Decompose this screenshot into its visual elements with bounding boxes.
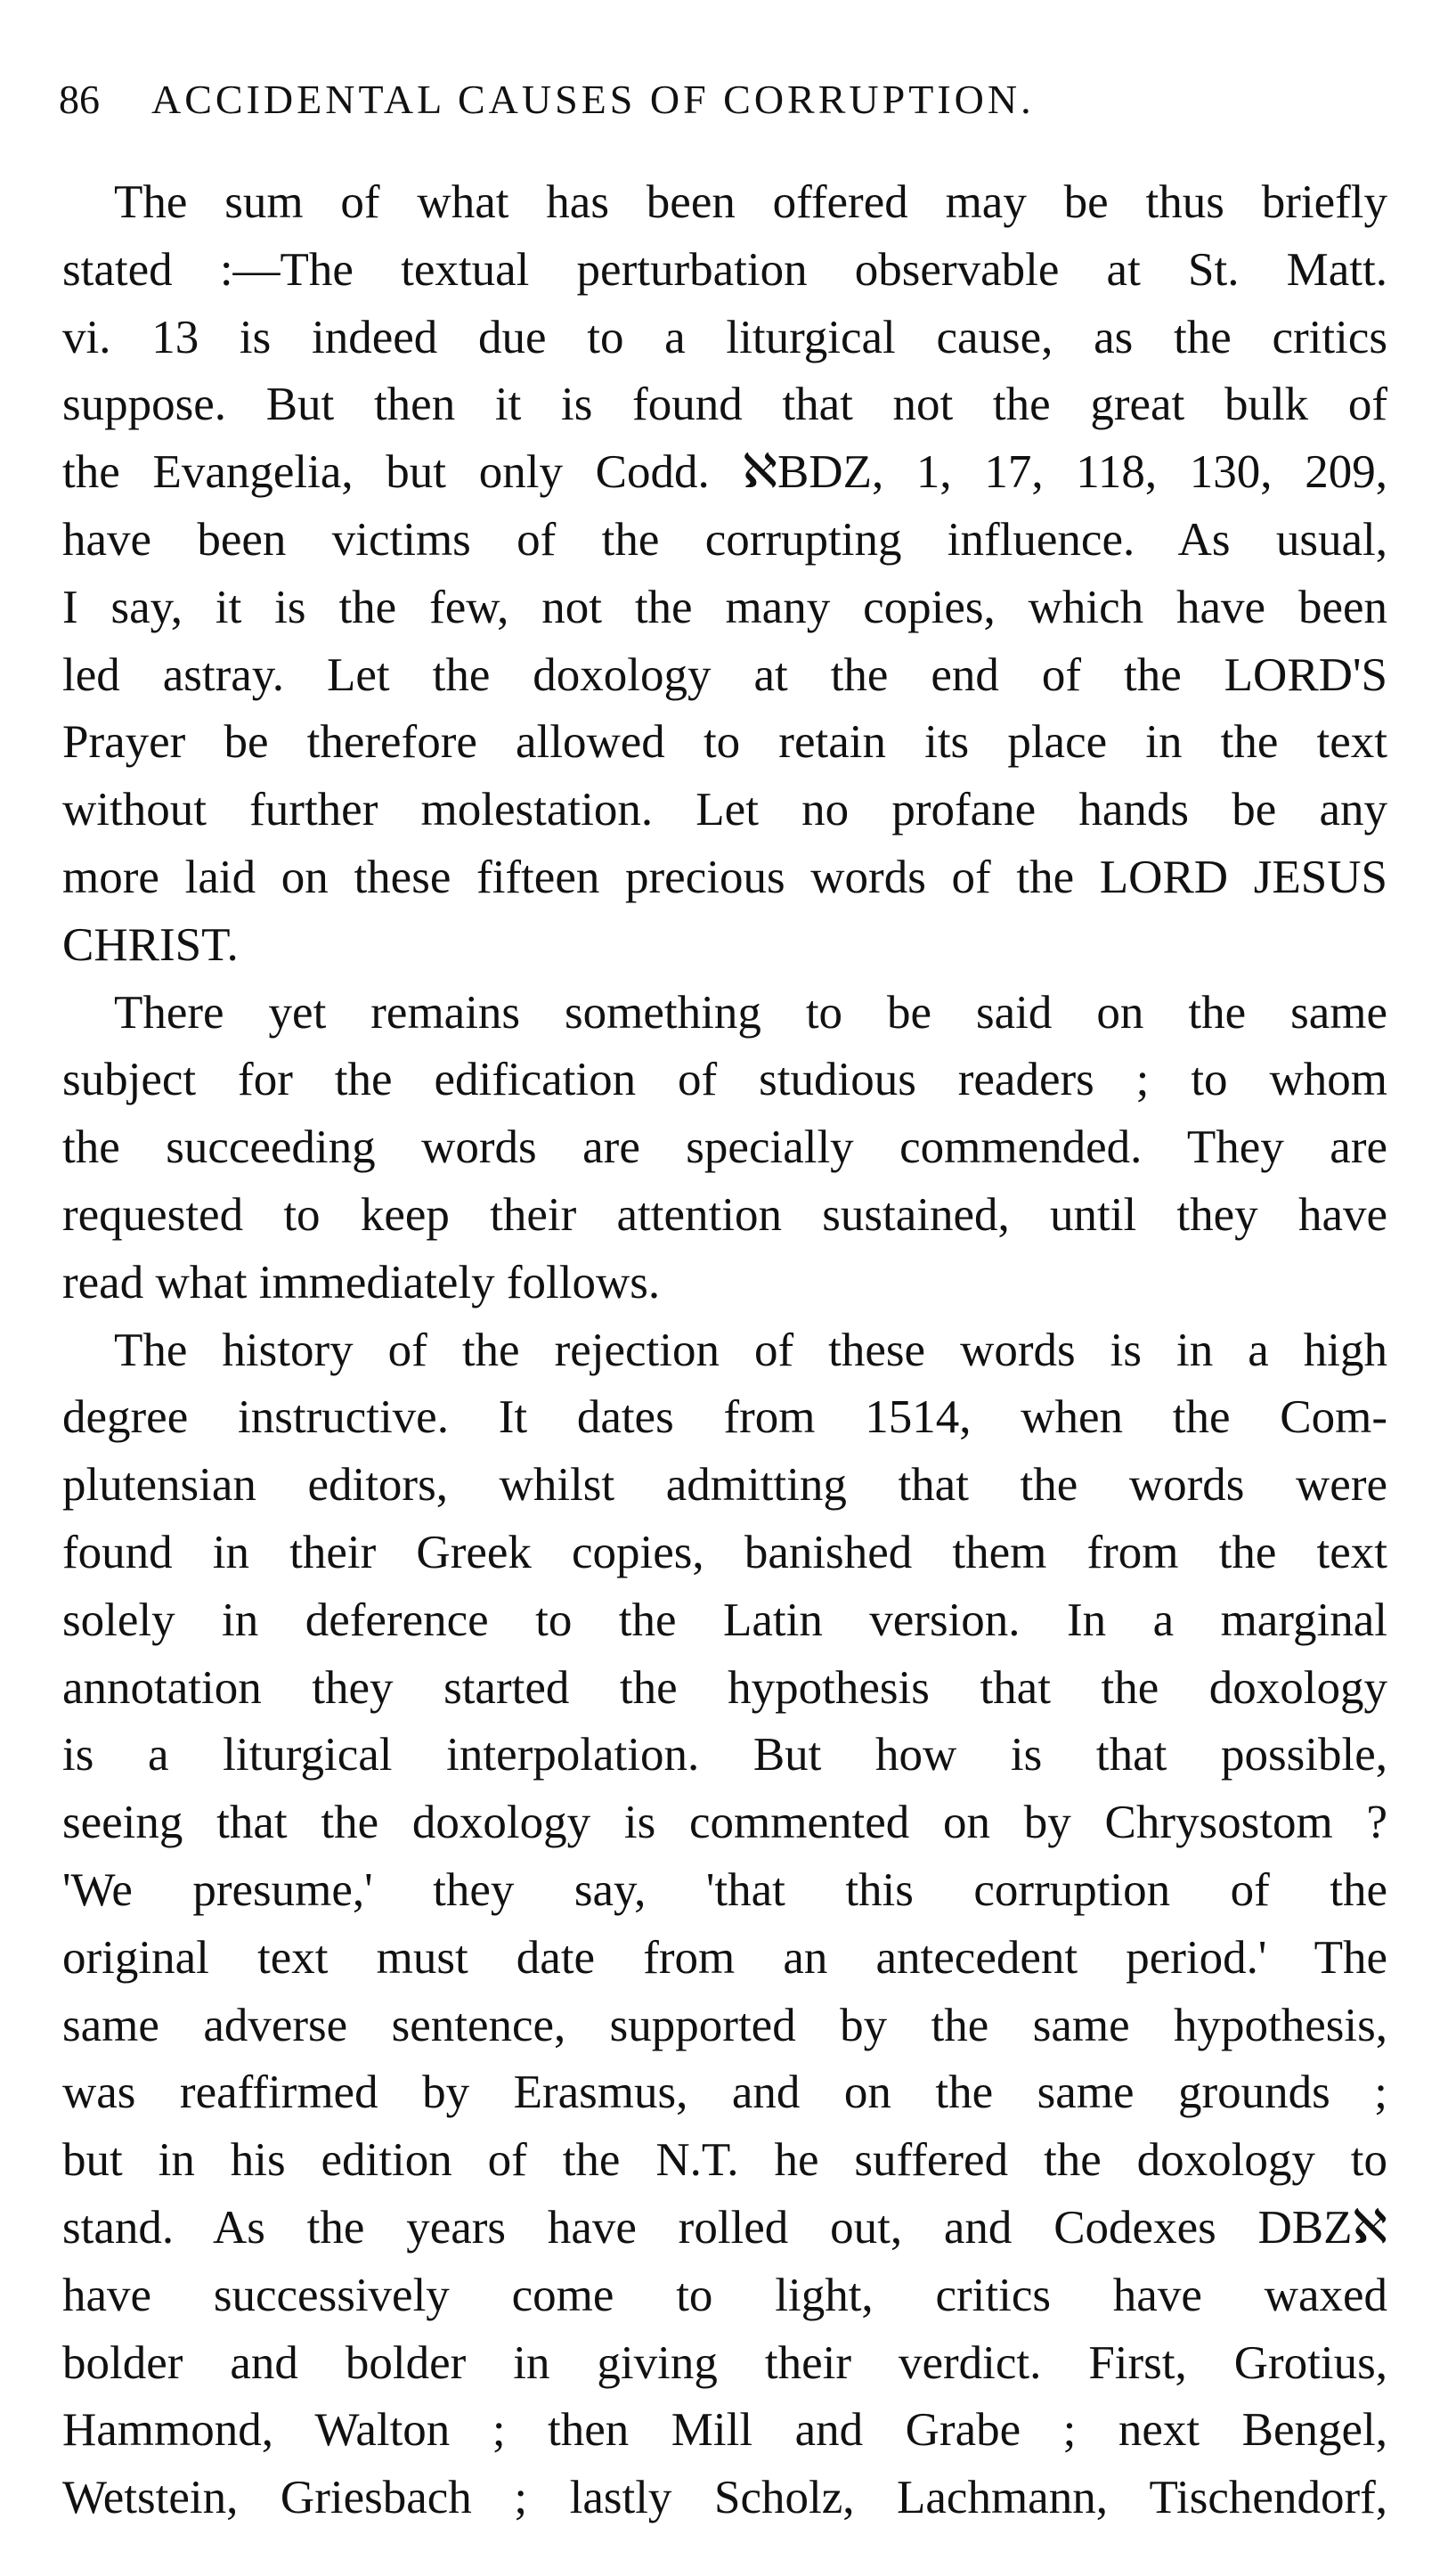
- paragraph-2: [62, 980, 1387, 1317]
- text-line: but in his edition of the N.T. he suffered the doxology to: [62, 2134, 1387, 2187]
- text-line: suppose. But then it is found that not the great bulk of: [62, 379, 1387, 431]
- text-line: original text must date from an antecedent period.' The: [62, 1931, 1387, 1984]
- text-line: the succeeding words are specially commended. They are: [62, 1121, 1387, 1174]
- text-line: stated :—The textual perturbation observable at St. Matt.: [62, 243, 1387, 296]
- text-line: the Evangelia, but only Codd. ℵBDZ, 1, 17, 118, 130, 209,: [62, 446, 1387, 499]
- text-line: was reaffirmed by Erasmus, and on the same grounds ;: [62, 2067, 1387, 2119]
- text-line: stand. As the years have rolled out, and Codexes DBZℵ: [62, 2201, 1387, 2254]
- text-line: degree instructive. It dates from 1514, when the Com-: [62, 1391, 1387, 1444]
- text-line: vi. 13 is indeed due to a liturgical cause, as the critics: [62, 311, 1387, 363]
- text-line: without further molestation. Let no profane hands be any: [62, 784, 1387, 836]
- paragraph-1: [62, 169, 1387, 980]
- text-line: found in their Greek copies, banished them from the text: [62, 1526, 1387, 1578]
- text-line: I say, it is the few, not the many copies, which have been: [62, 581, 1387, 633]
- text-line: solely in deference to the Latin version. In a marginal: [62, 1594, 1387, 1646]
- text-line: The sum of what has been offered may be thus briefly: [114, 176, 1387, 228]
- text-line: seeing that the doxology is commented on by Chrysostom ?: [62, 1797, 1387, 1849]
- text-line: plutensian editors, whilst admitting that the words were: [62, 1459, 1387, 1512]
- paragraph-3: [62, 1317, 1387, 2532]
- page-number: 86: [59, 77, 100, 122]
- text-line: same adverse sentence, supported by the same hypothesis,: [62, 1999, 1387, 2051]
- text-line: The history of the rejection of these words is in a high: [114, 1324, 1387, 1376]
- running-head: [59, 73, 1395, 126]
- text-line: have been victims of the corrupting influence. As usual,: [62, 513, 1387, 566]
- text-line: There yet remains something to be said on the same: [114, 986, 1387, 1039]
- text-line: Wetstein, Griesbach ; lastly Scholz, Lachmann, Tischendorf,: [62, 2472, 1387, 2524]
- text-line: more laid on these fifteen precious words of the LORD JESUS: [62, 851, 1387, 903]
- text-line: 'We presume,' they say, 'that this corruption of the: [62, 1863, 1387, 1916]
- text-line: have successively come to light, critics have waxed: [62, 2269, 1387, 2321]
- text-line: requested to keep their attention sustained, until they have: [62, 1188, 1387, 1241]
- running-title: ACCIDENTAL CAUSES OF CORRUPTION.: [151, 77, 1035, 122]
- body-text: [62, 169, 1387, 2532]
- text-line: subject for the edification of studious readers ; to whom: [62, 1054, 1387, 1106]
- text-line: is a liturgical interpolation. But how is that possible,: [62, 1729, 1387, 1781]
- text-line: Prayer be therefore allowed to retain its place in the text: [62, 716, 1387, 769]
- text-line: led astray. Let the doxology at the end of the LORD'S: [62, 648, 1387, 701]
- text-line: bolder and bolder in giving their verdict. First, Grotius,: [62, 2336, 1387, 2389]
- text-line: read what immediately follows.: [62, 1256, 661, 1308]
- text-line: Hammond, Walton ; then Mill and Grabe ; next Bengel,: [62, 2404, 1387, 2457]
- text-line: annotation they started the hypothesis that the doxology: [62, 1661, 1387, 1714]
- text-line: CHRIST.: [62, 918, 239, 971]
